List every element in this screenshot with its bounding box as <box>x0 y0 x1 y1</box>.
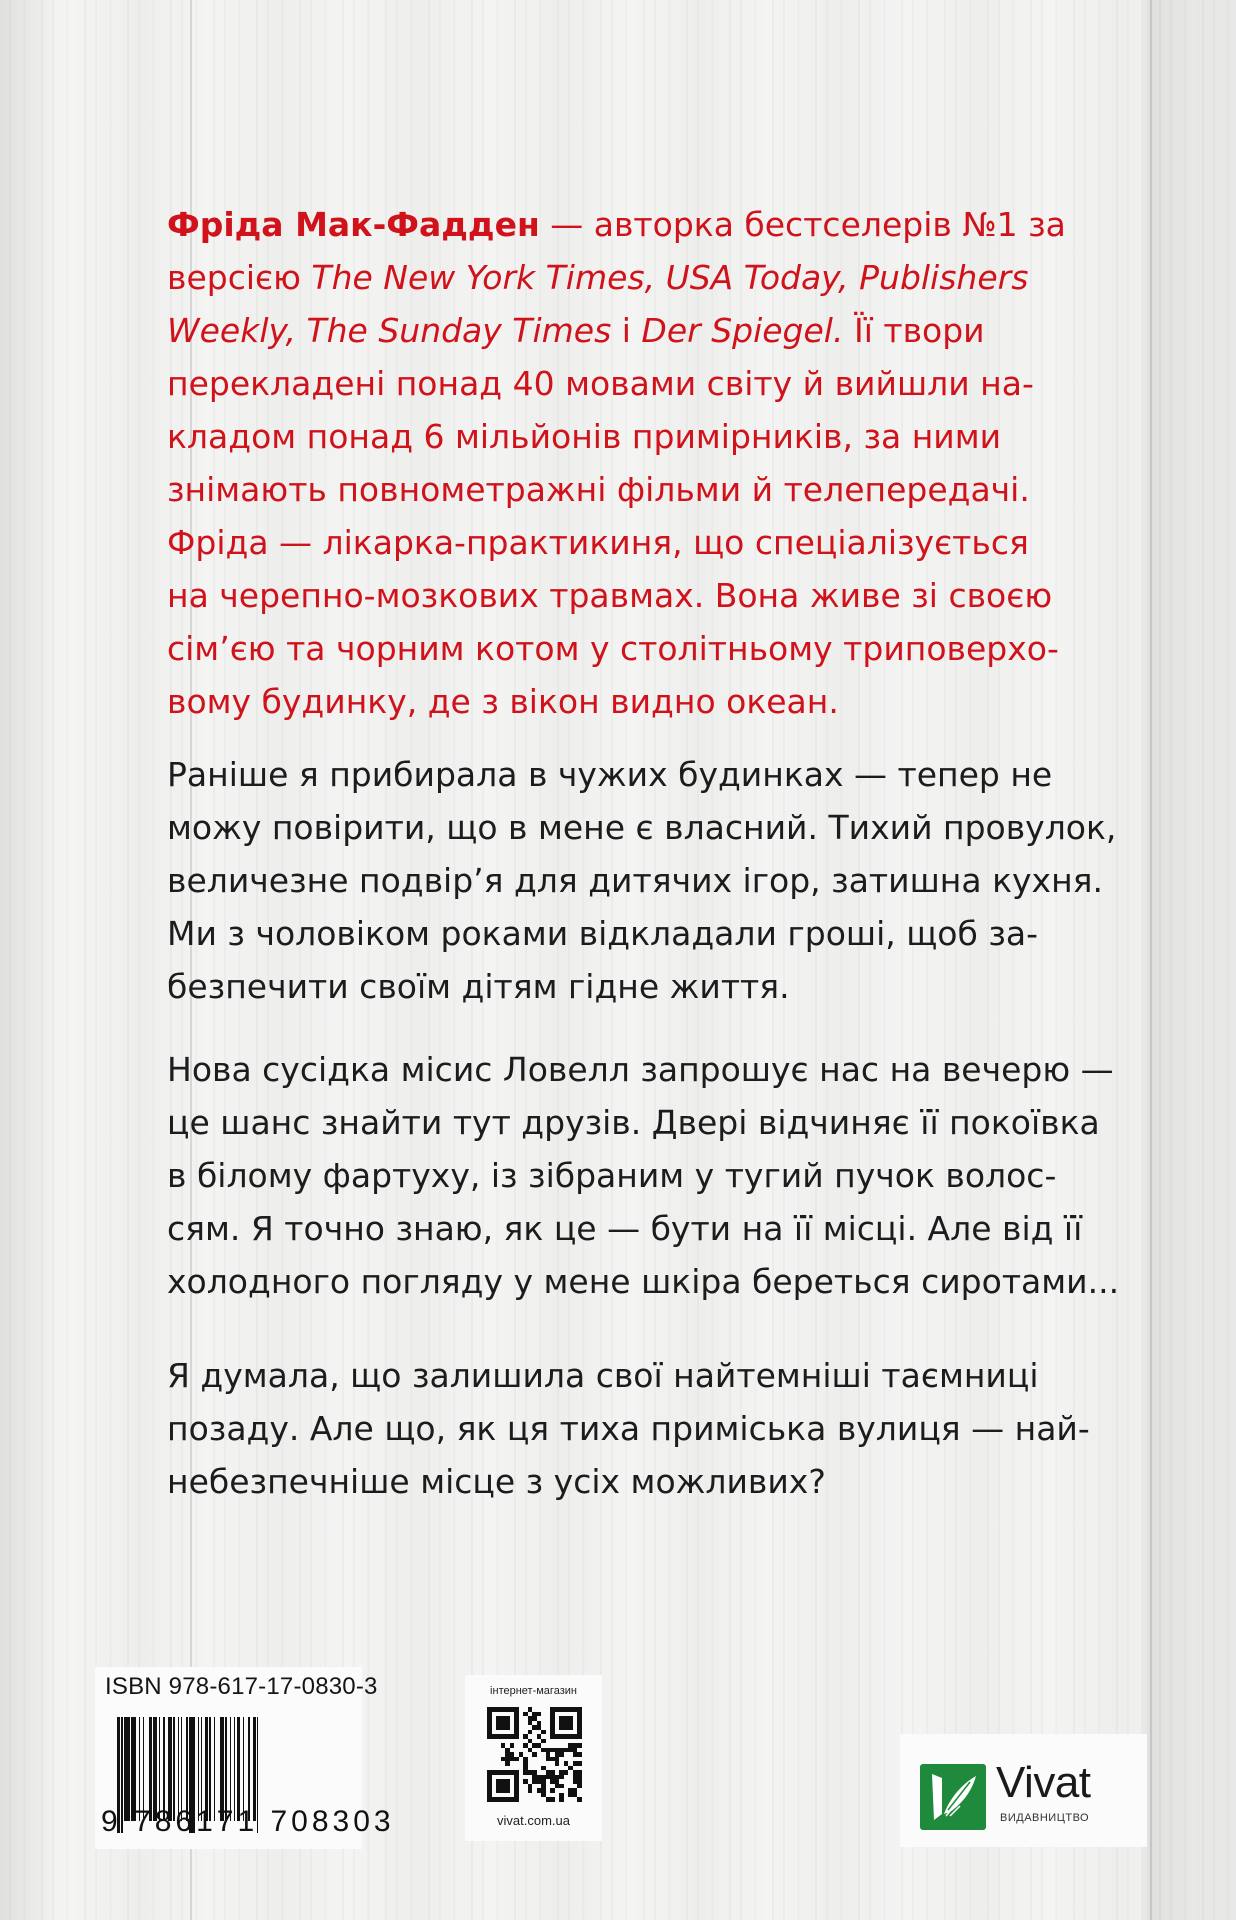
bio-text: Її твори <box>843 311 985 350</box>
publisher-name: Vivat <box>996 1758 1091 1807</box>
plank-seam <box>1150 0 1152 1920</box>
blurb-line: в білому фартуху, із зібраним у тугий пучок волос- <box>167 1156 1057 1195</box>
bio-text: — авторка бестселерів №1 за <box>539 205 1066 244</box>
bio-text: і <box>611 311 642 350</box>
bio-line <box>167 251 1029 304</box>
blurb-line: позаду. Але що, як ця тиха приміська вулиця — най- <box>167 1409 1090 1448</box>
publisher-logo <box>900 1734 1147 1847</box>
shop-url[interactable]: vivat.com.ua <box>497 1813 570 1828</box>
blurb-line: безпечити своїм дітям гідне життя. <box>167 967 790 1006</box>
bio-line: знімають повнометражні фільми й телепередачі. <box>167 470 1030 509</box>
author-bio <box>167 198 1066 728</box>
publication-names: Weekly, The Sunday Times <box>167 311 612 350</box>
bio-line: сім’єю та чорним котом у столітньому триповерхо- <box>167 629 1059 668</box>
bio-text: версією <box>167 258 312 297</box>
qr-code-icon[interactable] <box>487 1707 582 1802</box>
blurb-line: це шанс знайти тут друзів. Двері відчиняє її покоївка <box>167 1103 1100 1142</box>
isbn-barcode-panel <box>95 1667 395 1849</box>
qr-caption: інтернет-магазин <box>490 1685 577 1697</box>
qr-code-panel[interactable] <box>465 1675 602 1841</box>
blurb-line: можу повірити, що в мене є власний. Тихий провулок, <box>167 808 1117 847</box>
publication-names: Der Spiegel. <box>641 311 844 350</box>
blurb-line: Раніше я прибирала в чужих будинках — тепер не <box>167 755 1053 794</box>
blurb-paragraph-1 <box>167 748 1117 1013</box>
bio-line: Фріда — лікарка-практикиня, що спеціалізується <box>167 523 1029 562</box>
bio-line <box>167 198 1066 251</box>
bio-line: вому будинку, де з вікон видно океан. <box>167 682 839 721</box>
blurb-line: сям. Я точно знаю, як це — бути на її місці. Але від її <box>167 1209 1083 1248</box>
author-name: Фріда Мак-Фадден <box>167 205 540 244</box>
blurb-line: холодного погляду у мене шкіра береться сиротами... <box>167 1262 1120 1301</box>
bio-line <box>167 304 985 357</box>
feather-logo-icon <box>920 1764 986 1830</box>
blurb-line: Нова сусідка місис Ловелл запрошує нас на вечерю — <box>167 1050 1114 1089</box>
blurb-line: величезне подвір’я для дитячих ігор, затишна кухня. <box>167 861 1103 900</box>
blurb-line: небезпечніше місце з усіх можливих? <box>167 1462 826 1501</box>
ean-digits: 9 786171 708303 <box>101 1805 395 1838</box>
blurb-paragraph-3 <box>167 1349 1090 1508</box>
publisher-subtitle: ВИДАВНИЦТВО <box>1000 1812 1090 1824</box>
isbn-label: ISBN 978-617-17-0830-3 <box>105 1673 378 1700</box>
bio-line: кладом понад 6 мільйонів примірників, за ними <box>167 417 1002 456</box>
bio-line: перекладені понад 40 мовами світу й вийшли на- <box>167 364 1034 403</box>
blurb-line: Я думала, що залишила свої найтемніші таємниці <box>167 1356 1039 1395</box>
bio-line: на черепно-мозкових травмах. Вона живе зі своєю <box>167 576 1053 615</box>
publication-names: The New York Times, USA Today, Publishers <box>311 258 1029 297</box>
blurb-paragraph-2 <box>167 1043 1120 1308</box>
blurb-line: Ми з чоловіком роками відкладали гроші, щоб за- <box>167 914 1039 953</box>
